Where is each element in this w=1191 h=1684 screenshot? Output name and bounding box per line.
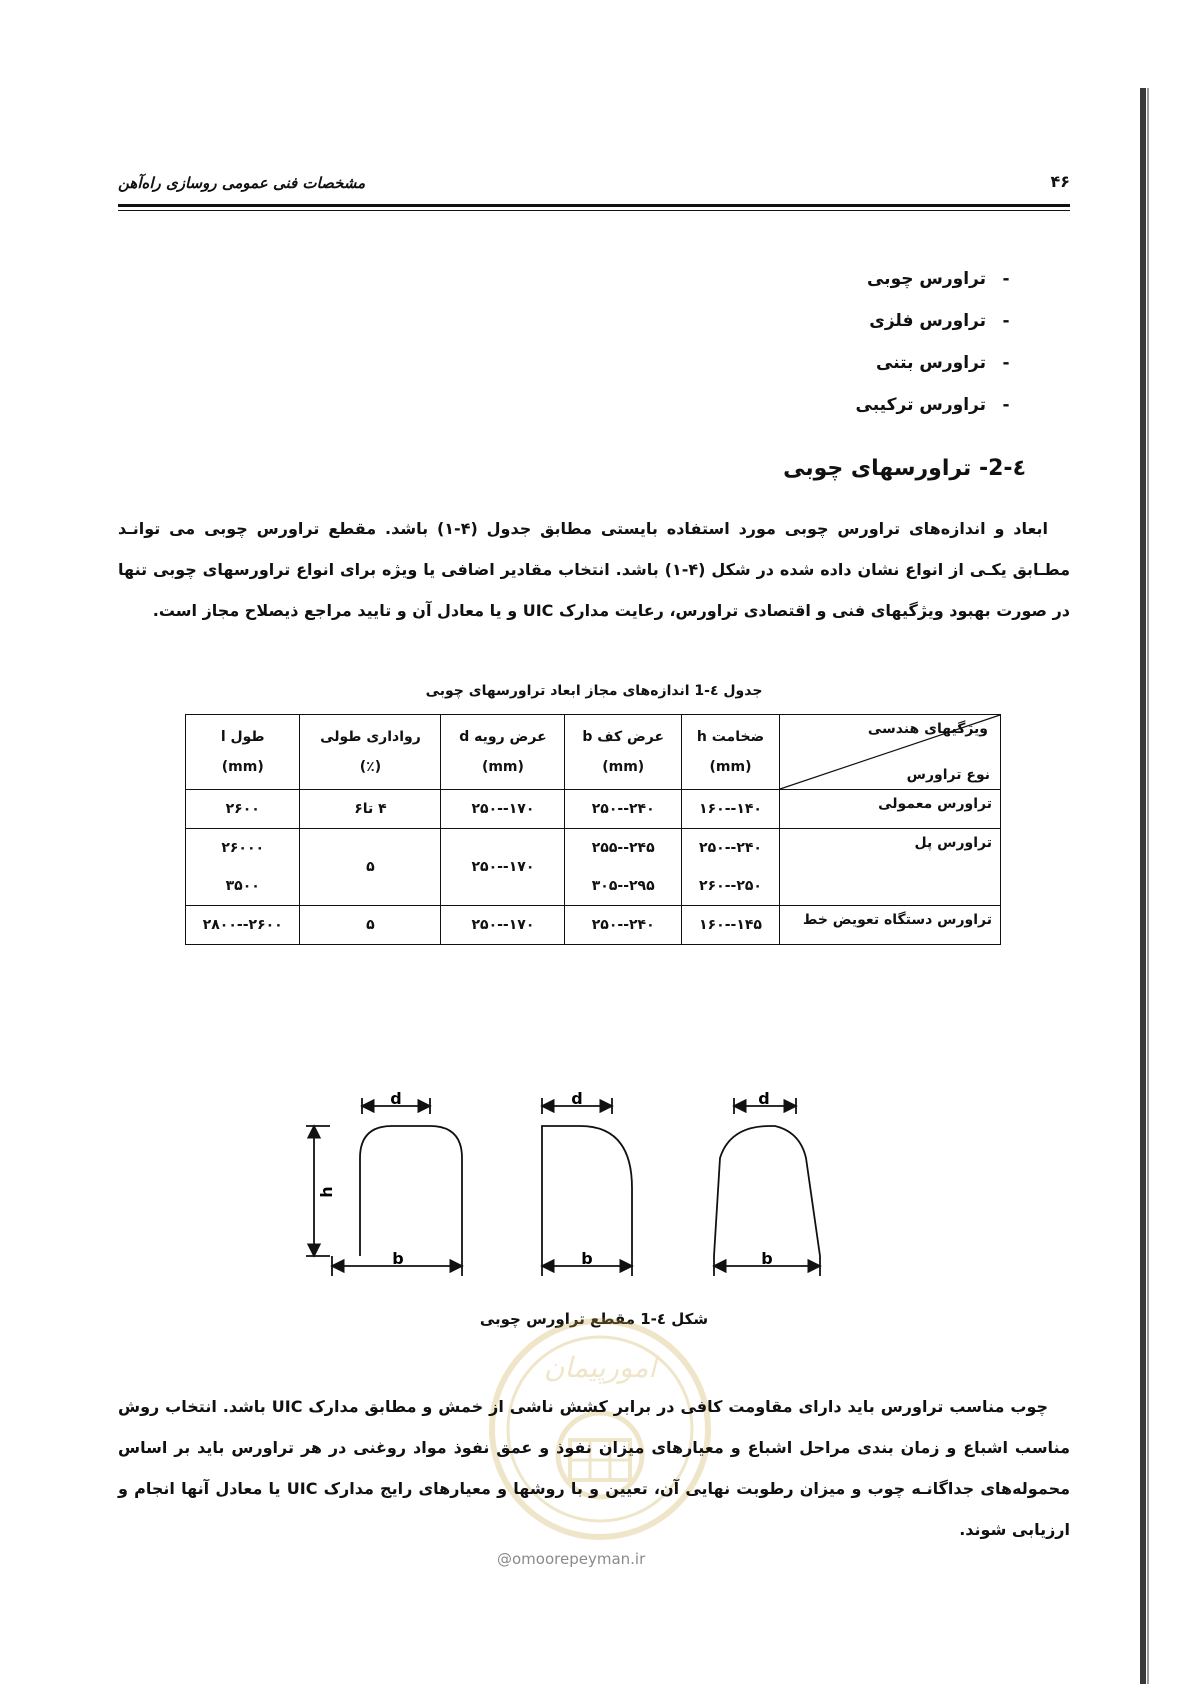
bullet-dash: - xyxy=(1002,311,1010,331)
list-item xyxy=(856,258,1026,300)
scan-edge-bar xyxy=(1140,88,1146,1684)
cell-value: ۲۴۰--۲۵۰ xyxy=(699,840,762,856)
col-label: رواداری طولی xyxy=(320,729,421,745)
paragraph-intro: ابعاد و اندازه‌های تراورس چوبی مورد استفاده بایستی مطابق جدول (۴-۱) باشد. مقطع تراورس چوبی می توانـد مطـابق یکـی از انواع نشان داده شده در شکل (۴-۱) باشد. انتخاب مقادیر اضافی یا ویژه برای انواع تراورسهای چوبی تنها در صورت بهبود ویژگیهای فنی و اقتصادی تراورس، رعایت مدارک UIC و یا معادل آن و تایید مراجع ذیصلاح مجاز است. xyxy=(118,519,1070,620)
page-number: ۴۶ xyxy=(1050,172,1070,191)
col-unit: (٪) xyxy=(359,759,382,775)
cell-length xyxy=(186,829,300,906)
label-b-1: b xyxy=(392,1249,404,1268)
cell-value: ۳۵۰۰ xyxy=(225,878,260,894)
header-rule xyxy=(118,204,1070,207)
row-name: تراورس پل xyxy=(780,829,1001,906)
list-item-text: تراورس فلزی xyxy=(869,311,986,331)
cell-h: ۱۴۰--۱۶۰ xyxy=(682,790,780,829)
bullet-dash: - xyxy=(1002,269,1010,289)
label-d-1: d xyxy=(390,1089,402,1108)
figure-caption: شکل ٤-1 مقطع تراورس چوبی xyxy=(479,1310,709,1328)
label-b-2: b xyxy=(581,1249,593,1268)
col-label: عرض رویه d xyxy=(459,729,547,745)
list-item xyxy=(856,300,1026,342)
table-row xyxy=(186,906,1001,945)
cell-value: ۲۶۰۰۰ xyxy=(221,840,265,856)
col-header-tolerance xyxy=(300,715,441,790)
row-name: تراورس دستگاه تعویض خط xyxy=(780,906,1001,945)
label-d-3: d xyxy=(758,1089,770,1108)
running-title: مشخصات فنی عمومی روسازی راه‌آهن xyxy=(118,174,366,192)
col-label: طول l xyxy=(220,729,265,745)
dimensions-table xyxy=(185,714,1001,945)
cell-length: ۲۶۰۰--۲۸۰۰ xyxy=(186,906,300,945)
cell-value: ۲۹۵--۳۰۵ xyxy=(591,878,655,894)
sleeper-types-list xyxy=(856,258,1026,426)
corner-top-label: ویژگیهای هندسی xyxy=(867,721,988,737)
scan-edge-bar-inner xyxy=(1147,88,1149,1684)
list-item-text: تراورس ترکیبی xyxy=(855,395,986,415)
col-header-length xyxy=(186,715,300,790)
corner-header-cell xyxy=(780,715,1001,790)
cell-value: ۲۴۵--۲۵۵ xyxy=(591,840,655,856)
list-item xyxy=(856,342,1026,384)
label-b-3: b xyxy=(761,1249,773,1268)
watermark-logo-text: امورپیمان xyxy=(543,1351,657,1384)
col-unit: (mm) xyxy=(221,759,264,775)
cell-b xyxy=(565,829,682,906)
table-row xyxy=(186,829,1001,906)
cell-d: ۱۷۰--۲۵۰ xyxy=(441,790,565,829)
bullet-dash: - xyxy=(1002,395,1010,415)
cell-tolerance: ۵ xyxy=(300,829,441,906)
cell-tolerance: ۵ xyxy=(300,906,441,945)
cell-d: ۱۷۰--۲۵۰ xyxy=(441,906,565,945)
row-name: تراورس معمولی xyxy=(780,790,1001,829)
table-caption: جدول ٤-1 اندازه‌های مجاز ابعاد تراورسهای چوبی xyxy=(425,683,763,699)
label-d-2: d xyxy=(571,1089,583,1108)
col-unit: (mm) xyxy=(481,759,524,775)
paragraph-wood-quality: چوب مناسب تراورس باید دارای مقاومت کافی در برابر کشش ناشی از خمش و مطابق مدارک UIC باشد. انتخاب روش مناسب اشباع و زمان بندی مراحل اشباع و معیارهای میزان نفوذ و عمق نفوذ مواد روغنی در هر تراورس باید بر اساس محموله‌های جداگانـه چوب و میزان رطوبت نهایی آن، تعیین و با روشها و معیارهای رایج مدارک UIC یا معادل آنها انجام و ارزیابی شوند. xyxy=(118,1397,1071,1539)
header-rule-thin xyxy=(118,210,1070,211)
bullet-dash: - xyxy=(1002,353,1010,373)
cell-length: ۲۶۰۰ xyxy=(186,790,300,829)
corner-bottom-label: نوع تراورس xyxy=(906,767,990,783)
col-label: ضخامت h xyxy=(696,729,765,745)
section-title: ٤-2- تراورسهای چوبی xyxy=(783,456,1026,481)
cell-tolerance: ۴ تا۶ xyxy=(300,790,441,829)
table-row xyxy=(186,790,1001,829)
col-header-h xyxy=(682,715,780,790)
list-item-text: تراورس چوبی xyxy=(866,269,986,289)
cell-b: ۲۴۰--۲۵۰ xyxy=(565,906,682,945)
label-h: h xyxy=(317,1186,336,1198)
watermark-site: @omoorepeyman.ir xyxy=(497,1550,646,1568)
list-item xyxy=(856,384,1026,426)
col-label: عرض کف b xyxy=(582,729,665,745)
col-unit: (mm) xyxy=(602,759,645,775)
sleeper-cross-sections-figure xyxy=(317,1088,890,1278)
cell-b: ۲۴۰--۲۵۰ xyxy=(565,790,682,829)
col-header-b xyxy=(565,715,682,790)
cell-h: ۱۴۵--۱۶۰ xyxy=(682,906,780,945)
page-header xyxy=(118,172,1070,202)
table-header-row xyxy=(186,715,1001,790)
col-header-d xyxy=(441,715,565,790)
cell-h xyxy=(682,829,780,906)
cell-value: ۲۵۰--۲۶۰ xyxy=(699,878,762,894)
col-unit: (mm) xyxy=(709,759,752,775)
cell-d: ۱۷۰--۲۵۰ xyxy=(441,829,565,906)
list-item-text: تراورس بتنی xyxy=(876,353,986,373)
